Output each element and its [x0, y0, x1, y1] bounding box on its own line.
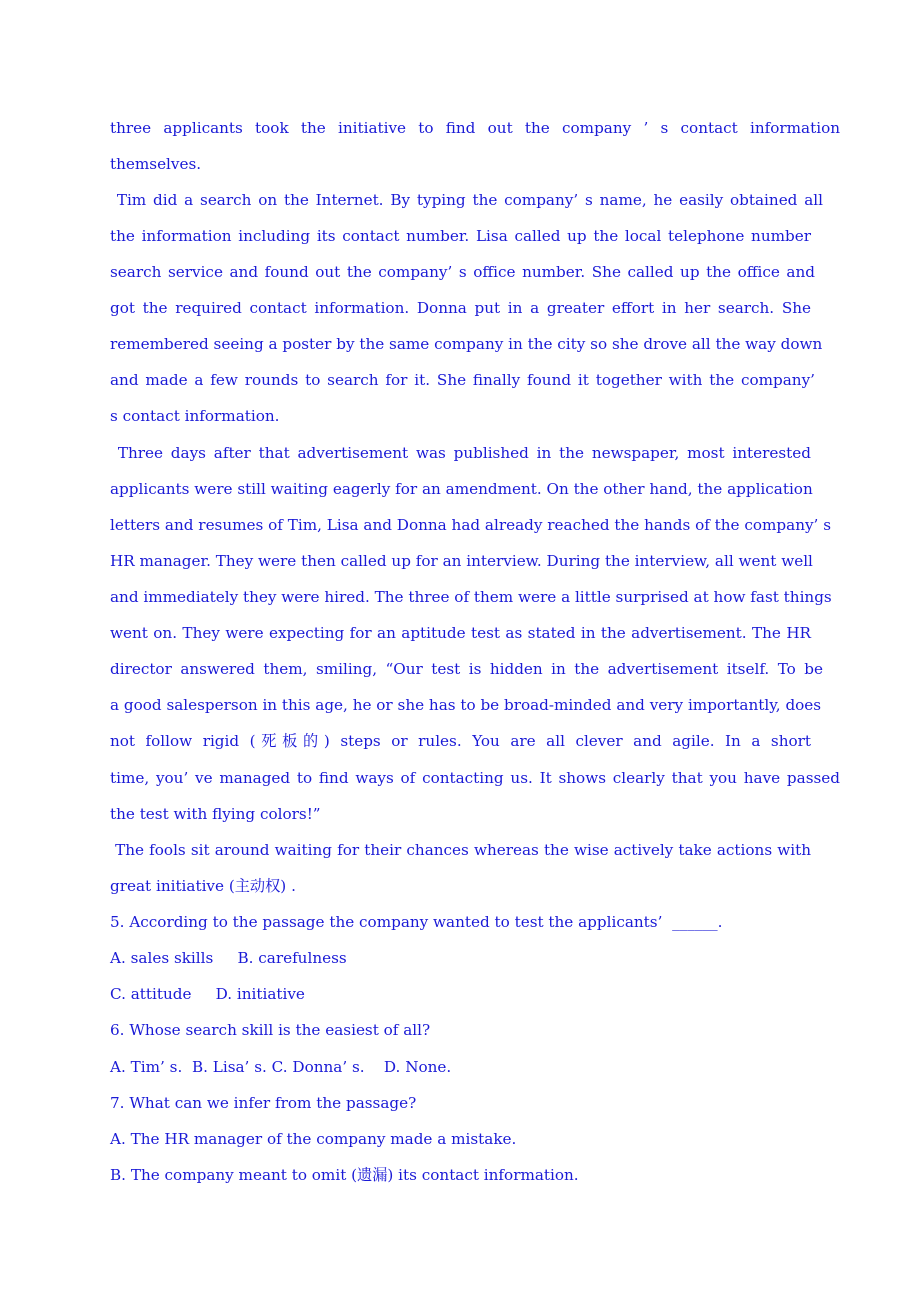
question-7-stem: 7. What can we infer from the passage? [110, 1094, 417, 1112]
passage-line: Tim did a search on the Internet. By typing the company’ s name, he easily obtained all [110, 191, 823, 209]
question-6-options: A. Tim’ s. B. Lisa’ s. C. Donna’ s. D. None. [110, 1058, 452, 1076]
passage-line: The fools sit around waiting for their chances whereas the wise actively take actions with [110, 841, 811, 859]
passage-line: letters and resumes of Tim, Lisa and Donna had already reached the hands of the company’ s [110, 516, 831, 534]
question-7-option-b: B. The company meant to omit (遗漏) its contact information. [110, 1166, 579, 1184]
question-5-options-cd: C. attitude D. initiative [110, 985, 305, 1003]
passage-line: three applicants took the initiative to find out the company ’ s contact information [110, 119, 840, 137]
passage-line: s contact information. [110, 407, 280, 425]
passage-line: got the required contact information. Donna put in a greater effort in her search. She [110, 299, 811, 317]
passage-line: and made a few rounds to search for it. She finally found it together with the company’ [110, 371, 815, 389]
question-5-stem: 5. According to the passage the company wanted to test the applicants’ ______. [110, 913, 723, 931]
question-6-stem: 6. Whose search skill is the easiest of all? [110, 1021, 431, 1039]
passage-line: remembered seeing a poster by the same company in the city so she drove all the way down [110, 335, 823, 353]
passage-line: great initiative (主动权) . [110, 877, 296, 895]
passage-line: and immediately they were hired. The three of them were a little surprised at how fast things [110, 588, 832, 606]
passage-line: went on. They were expecting for an aptitude test as stated in the advertisement. The HR [110, 624, 811, 642]
passage-line: Three days after that advertisement was published in the newspaper, most interested [110, 444, 811, 462]
passage-line: applicants were still waiting eagerly for an amendment. On the other hand, the application [110, 480, 813, 498]
passage-line: the information including its contact number. Lisa called up the local telephone number [110, 227, 811, 245]
passage-line: a good salesperson in this age, he or she has to be broad-minded and very importantly, does [110, 696, 822, 714]
passage-line: time, you’ ve managed to find ways of contacting us. It shows clearly that you have passed [110, 769, 840, 787]
passage-line: director answered them, smiling, “Our test is hidden in the advertisement itself. To be [110, 660, 823, 678]
question-5-options-ab: A. sales skills B. carefulness [110, 949, 347, 967]
passage-line: themselves. [110, 155, 202, 173]
passage-line: search service and found out the company’ s office number. She called up the office and [110, 263, 815, 281]
passage-line: HR manager. They were then called up for an interview. During the interview, all went well [110, 552, 813, 570]
passage-line: not follow rigid (死板的) steps or rules. You are all clever and agile. In a short [110, 732, 811, 750]
question-7-option-a: A. The HR manager of the company made a mistake. [110, 1130, 517, 1148]
passage-line: the test with flying colors!” [110, 805, 321, 823]
